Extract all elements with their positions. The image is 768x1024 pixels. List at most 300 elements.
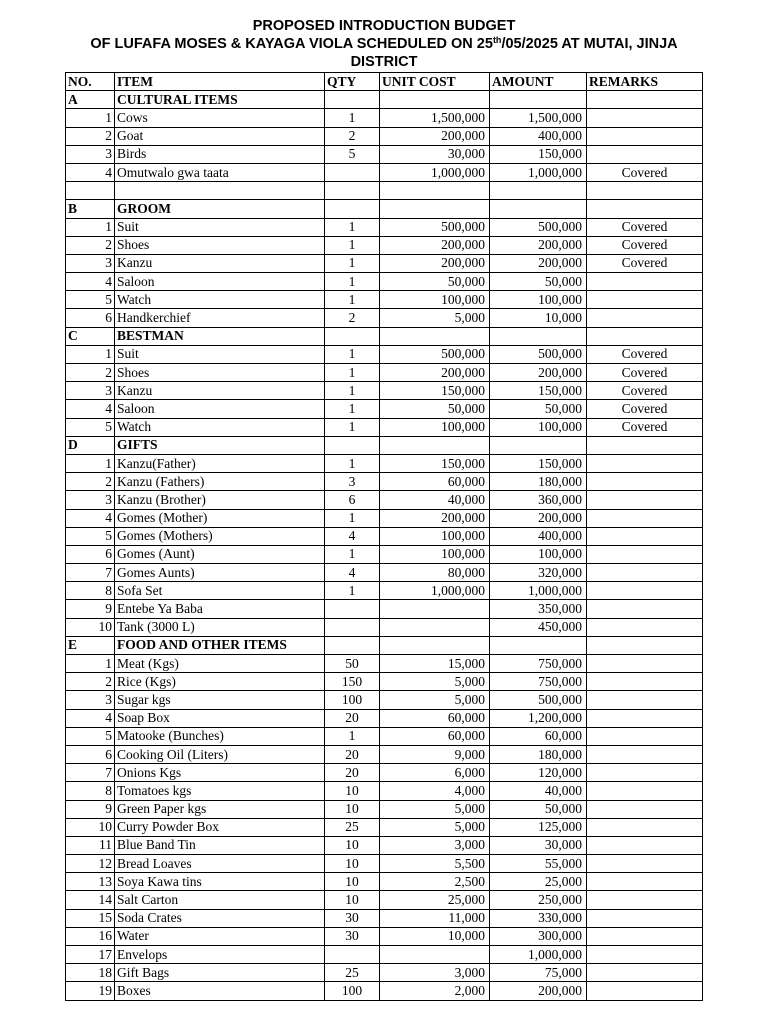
table-row — [66, 254, 703, 272]
blank-cell — [115, 182, 325, 200]
section-empty-cell — [380, 91, 490, 109]
item-unit-cost: 1,000,000 — [380, 582, 490, 600]
section-empty-cell — [587, 636, 703, 654]
item-remarks — [587, 127, 703, 145]
item-remarks: Covered — [587, 382, 703, 400]
table-row — [66, 982, 703, 1000]
section-empty-cell — [325, 91, 380, 109]
item-amount: 330,000 — [490, 909, 587, 927]
table-body — [66, 91, 703, 1000]
item-name: Soya Kawa tins — [115, 873, 325, 891]
section-empty-cell — [325, 327, 380, 345]
item-amount: 50,000 — [490, 273, 587, 291]
item-remarks — [587, 582, 703, 600]
subtitle-ordinal: th — [492, 35, 502, 45]
section-empty-cell — [325, 200, 380, 218]
item-unit-cost: 150,000 — [380, 382, 490, 400]
item-remarks — [587, 545, 703, 563]
item-remarks — [587, 618, 703, 636]
table-row — [66, 491, 703, 509]
item-unit-cost: 6,000 — [380, 764, 490, 782]
table-row — [66, 600, 703, 618]
item-qty — [325, 618, 380, 636]
item-qty: 10 — [325, 891, 380, 909]
item-number: 9 — [66, 600, 115, 618]
item-name: Salt Carton — [115, 891, 325, 909]
item-qty: 1 — [325, 236, 380, 254]
item-qty: 10 — [325, 836, 380, 854]
item-qty: 1 — [325, 364, 380, 382]
item-amount: 200,000 — [490, 236, 587, 254]
header-qty: QTY — [325, 73, 380, 91]
item-qty: 30 — [325, 927, 380, 945]
header-remarks: REMARKS — [587, 73, 703, 91]
table-row — [66, 655, 703, 673]
item-remarks — [587, 527, 703, 545]
item-qty: 10 — [325, 855, 380, 873]
subtitle-text: OF LUFAFA MOSES & KAYAGA VIOLA SCHEDULED ON 25 — [90, 36, 493, 52]
table-row — [66, 782, 703, 800]
item-qty: 25 — [325, 818, 380, 836]
section-empty-cell — [587, 91, 703, 109]
item-number: 4 — [66, 709, 115, 727]
section-title: GIFTS — [115, 436, 325, 454]
item-number: 11 — [66, 836, 115, 854]
table-row — [66, 564, 703, 582]
item-amount: 450,000 — [490, 618, 587, 636]
item-unit-cost — [380, 600, 490, 618]
item-remarks — [587, 454, 703, 472]
item-unit-cost: 2,000 — [380, 982, 490, 1000]
section-empty-cell — [380, 200, 490, 218]
item-name: Kanzu(Father) — [115, 454, 325, 472]
item-remarks — [587, 891, 703, 909]
item-number: 3 — [66, 491, 115, 509]
item-number: 6 — [66, 745, 115, 763]
header-amount: AMOUNT — [490, 73, 587, 91]
item-remarks: Covered — [587, 364, 703, 382]
item-unit-cost: 500,000 — [380, 345, 490, 363]
item-name: Cows — [115, 109, 325, 127]
table-row — [66, 163, 703, 181]
item-name: Kanzu (Brother) — [115, 491, 325, 509]
table-row — [66, 836, 703, 854]
document-subtitle-line3: DISTRICT — [350, 54, 418, 70]
item-amount: 350,000 — [490, 600, 587, 618]
section-empty-cell — [587, 200, 703, 218]
item-number: 4 — [66, 273, 115, 291]
item-qty: 4 — [325, 564, 380, 582]
item-qty: 1 — [325, 582, 380, 600]
table-row — [66, 946, 703, 964]
section-empty-cell — [490, 636, 587, 654]
item-number: 2 — [66, 673, 115, 691]
item-remarks — [587, 473, 703, 491]
section-row — [66, 91, 703, 109]
table-row — [66, 473, 703, 491]
item-unit-cost: 150,000 — [380, 454, 490, 472]
item-number: 14 — [66, 891, 115, 909]
section-title: FOOD AND OTHER ITEMS — [115, 636, 325, 654]
item-name: Gift Bags — [115, 964, 325, 982]
item-remarks — [587, 745, 703, 763]
item-unit-cost: 5,000 — [380, 691, 490, 709]
item-amount: 100,000 — [490, 291, 587, 309]
item-unit-cost: 100,000 — [380, 291, 490, 309]
table-row — [66, 291, 703, 309]
item-amount: 180,000 — [490, 745, 587, 763]
table-row — [66, 709, 703, 727]
item-amount: 250,000 — [490, 891, 587, 909]
item-amount: 360,000 — [490, 491, 587, 509]
item-remarks — [587, 273, 703, 291]
item-name: Gomes (Mother) — [115, 509, 325, 527]
item-unit-cost: 200,000 — [380, 127, 490, 145]
item-remarks — [587, 291, 703, 309]
item-name: Curry Powder Box — [115, 818, 325, 836]
item-amount: 100,000 — [490, 545, 587, 563]
document-subtitle — [0, 35, 768, 53]
document-title: PROPOSED INTRODUCTION BUDGET — [252, 18, 516, 34]
item-name: Soap Box — [115, 709, 325, 727]
item-unit-cost — [380, 618, 490, 636]
item-amount: 30,000 — [490, 836, 587, 854]
item-name: Saloon — [115, 400, 325, 418]
item-qty: 3 — [325, 473, 380, 491]
item-name: Handkerchief — [115, 309, 325, 327]
item-amount: 50,000 — [490, 800, 587, 818]
item-qty: 2 — [325, 127, 380, 145]
item-amount: 40,000 — [490, 782, 587, 800]
blank-cell — [587, 182, 703, 200]
item-qty: 1 — [325, 545, 380, 563]
item-remarks — [587, 873, 703, 891]
item-amount: 150,000 — [490, 145, 587, 163]
item-name: Shoes — [115, 236, 325, 254]
item-name: Saloon — [115, 273, 325, 291]
item-qty: 1 — [325, 345, 380, 363]
item-unit-cost: 100,000 — [380, 527, 490, 545]
table-row — [66, 364, 703, 382]
table-row — [66, 582, 703, 600]
item-name: Water — [115, 927, 325, 945]
item-amount: 500,000 — [490, 691, 587, 709]
item-number: 7 — [66, 764, 115, 782]
section-title: GROOM — [115, 200, 325, 218]
section-row — [66, 327, 703, 345]
table-row — [66, 382, 703, 400]
item-number: 16 — [66, 927, 115, 945]
item-name: Cooking Oil (Liters) — [115, 745, 325, 763]
item-unit-cost: 50,000 — [380, 400, 490, 418]
item-qty: 25 — [325, 964, 380, 982]
item-unit-cost: 25,000 — [380, 891, 490, 909]
section-empty-cell — [587, 327, 703, 345]
item-remarks: Covered — [587, 236, 703, 254]
item-unit-cost: 10,000 — [380, 927, 490, 945]
item-remarks — [587, 764, 703, 782]
table-row — [66, 727, 703, 745]
item-name: Tomatoes kgs — [115, 782, 325, 800]
item-number: 10 — [66, 818, 115, 836]
item-amount: 125,000 — [490, 818, 587, 836]
item-remarks — [587, 673, 703, 691]
item-number: 3 — [66, 382, 115, 400]
item-unit-cost: 60,000 — [380, 709, 490, 727]
item-remarks — [587, 782, 703, 800]
item-number: 10 — [66, 618, 115, 636]
item-qty: 1 — [325, 418, 380, 436]
blank-cell — [66, 182, 115, 200]
item-qty: 2 — [325, 309, 380, 327]
item-name: Shoes — [115, 364, 325, 382]
item-qty: 150 — [325, 673, 380, 691]
item-name: Kanzu — [115, 382, 325, 400]
item-qty: 1 — [325, 727, 380, 745]
item-remarks: Covered — [587, 345, 703, 363]
table-row — [66, 345, 703, 363]
section-empty-cell — [587, 436, 703, 454]
table-row — [66, 145, 703, 163]
table-row — [66, 454, 703, 472]
table-row — [66, 309, 703, 327]
item-amount: 55,000 — [490, 855, 587, 873]
item-unit-cost: 5,500 — [380, 855, 490, 873]
item-unit-cost: 1,000,000 — [380, 163, 490, 181]
item-name: Omutwalo gwa taata — [115, 163, 325, 181]
table-row — [66, 691, 703, 709]
section-row — [66, 436, 703, 454]
table-row — [66, 927, 703, 945]
table-row — [66, 127, 703, 145]
item-amount: 200,000 — [490, 509, 587, 527]
item-amount: 150,000 — [490, 382, 587, 400]
section-row — [66, 200, 703, 218]
item-amount: 150,000 — [490, 454, 587, 472]
item-amount: 60,000 — [490, 727, 587, 745]
item-number: 5 — [66, 291, 115, 309]
section-empty-cell — [490, 200, 587, 218]
item-amount: 10,000 — [490, 309, 587, 327]
table-row — [66, 545, 703, 563]
item-number: 6 — [66, 545, 115, 563]
item-remarks — [587, 655, 703, 673]
section-letter: C — [66, 327, 115, 345]
table-row — [66, 800, 703, 818]
item-amount: 500,000 — [490, 345, 587, 363]
item-amount: 500,000 — [490, 218, 587, 236]
item-name: Onions Kgs — [115, 764, 325, 782]
item-name: Entebe Ya Baba — [115, 600, 325, 618]
item-amount: 1,000,000 — [490, 163, 587, 181]
item-qty: 30 — [325, 909, 380, 927]
table-row — [66, 218, 703, 236]
item-number: 3 — [66, 145, 115, 163]
item-amount: 200,000 — [490, 364, 587, 382]
item-number: 8 — [66, 582, 115, 600]
item-name: Envelops — [115, 946, 325, 964]
item-name: Bread Loaves — [115, 855, 325, 873]
item-number: 1 — [66, 218, 115, 236]
item-number: 3 — [66, 254, 115, 272]
item-remarks — [587, 836, 703, 854]
budget-table — [65, 72, 703, 1001]
item-qty: 1 — [325, 218, 380, 236]
item-name: Green Paper kgs — [115, 800, 325, 818]
item-unit-cost: 60,000 — [380, 727, 490, 745]
item-name: Goat — [115, 127, 325, 145]
item-unit-cost: 5,000 — [380, 818, 490, 836]
item-qty — [325, 600, 380, 618]
item-number: 7 — [66, 564, 115, 582]
item-unit-cost: 3,000 — [380, 836, 490, 854]
item-remarks — [587, 727, 703, 745]
item-unit-cost — [380, 946, 490, 964]
header-no: NO. — [66, 73, 115, 91]
item-number: 12 — [66, 855, 115, 873]
item-remarks: Covered — [587, 218, 703, 236]
item-amount: 120,000 — [490, 764, 587, 782]
item-name: Gomes (Mothers) — [115, 527, 325, 545]
item-amount: 50,000 — [490, 400, 587, 418]
item-amount: 400,000 — [490, 127, 587, 145]
table-row — [66, 818, 703, 836]
item-unit-cost: 5,000 — [380, 800, 490, 818]
item-unit-cost: 40,000 — [380, 491, 490, 509]
header-unit-cost: UNIT COST — [380, 73, 490, 91]
item-number: 15 — [66, 909, 115, 927]
item-qty: 6 — [325, 491, 380, 509]
item-qty: 20 — [325, 709, 380, 727]
item-amount: 1,000,000 — [490, 946, 587, 964]
item-qty: 1 — [325, 109, 380, 127]
item-remarks — [587, 109, 703, 127]
item-qty: 10 — [325, 782, 380, 800]
item-unit-cost: 200,000 — [380, 236, 490, 254]
subtitle-date-location: /05/2025 AT MUTAI, JINJA — [501, 36, 678, 52]
item-amount: 100,000 — [490, 418, 587, 436]
item-amount: 750,000 — [490, 673, 587, 691]
item-qty — [325, 163, 380, 181]
item-name: Birds — [115, 145, 325, 163]
item-unit-cost: 30,000 — [380, 145, 490, 163]
item-remarks — [587, 927, 703, 945]
table-row — [66, 273, 703, 291]
item-number: 2 — [66, 473, 115, 491]
item-amount: 1,000,000 — [490, 582, 587, 600]
item-name: Meat (Kgs) — [115, 655, 325, 673]
table-row — [66, 964, 703, 982]
item-number: 4 — [66, 509, 115, 527]
item-name: Sofa Set — [115, 582, 325, 600]
table-header-row — [66, 73, 703, 91]
table-row — [66, 891, 703, 909]
item-remarks — [587, 800, 703, 818]
item-remarks — [587, 309, 703, 327]
item-qty: 1 — [325, 254, 380, 272]
item-number: 17 — [66, 946, 115, 964]
section-title: CULTURAL ITEMS — [115, 91, 325, 109]
item-unit-cost: 80,000 — [380, 564, 490, 582]
item-unit-cost: 5,000 — [380, 673, 490, 691]
item-number: 3 — [66, 691, 115, 709]
item-qty: 1 — [325, 382, 380, 400]
item-remarks — [587, 855, 703, 873]
item-name: Kanzu — [115, 254, 325, 272]
item-unit-cost: 2,500 — [380, 873, 490, 891]
section-empty-cell — [380, 327, 490, 345]
item-qty: 1 — [325, 509, 380, 527]
item-unit-cost: 50,000 — [380, 273, 490, 291]
item-unit-cost: 100,000 — [380, 545, 490, 563]
item-amount: 1,500,000 — [490, 109, 587, 127]
item-remarks — [587, 709, 703, 727]
item-remarks — [587, 946, 703, 964]
section-letter: B — [66, 200, 115, 218]
item-qty: 5 — [325, 145, 380, 163]
item-name: Gomes Aunts) — [115, 564, 325, 582]
item-number: 4 — [66, 163, 115, 181]
item-qty: 10 — [325, 873, 380, 891]
item-name: Suit — [115, 218, 325, 236]
item-amount: 400,000 — [490, 527, 587, 545]
item-number: 5 — [66, 527, 115, 545]
item-remarks — [587, 982, 703, 1000]
item-number: 19 — [66, 982, 115, 1000]
item-unit-cost: 200,000 — [380, 509, 490, 527]
item-qty: 20 — [325, 745, 380, 763]
item-amount: 1,200,000 — [490, 709, 587, 727]
section-empty-cell — [490, 327, 587, 345]
table-row — [66, 236, 703, 254]
item-remarks — [587, 600, 703, 618]
item-amount: 200,000 — [490, 254, 587, 272]
item-name: Sugar kgs — [115, 691, 325, 709]
section-letter: E — [66, 636, 115, 654]
item-number: 2 — [66, 236, 115, 254]
table-row — [66, 618, 703, 636]
table-row — [66, 909, 703, 927]
item-unit-cost: 4,000 — [380, 782, 490, 800]
item-qty — [325, 946, 380, 964]
item-qty: 1 — [325, 454, 380, 472]
item-unit-cost: 1,500,000 — [380, 109, 490, 127]
section-empty-cell — [325, 436, 380, 454]
item-qty: 50 — [325, 655, 380, 673]
table-row — [66, 673, 703, 691]
item-name: Boxes — [115, 982, 325, 1000]
item-number: 5 — [66, 418, 115, 436]
item-remarks — [587, 564, 703, 582]
item-number: 2 — [66, 127, 115, 145]
item-number: 1 — [66, 109, 115, 127]
item-number: 1 — [66, 454, 115, 472]
item-number: 18 — [66, 964, 115, 982]
item-qty: 4 — [325, 527, 380, 545]
blank-cell — [380, 182, 490, 200]
section-title: BESTMAN — [115, 327, 325, 345]
item-qty: 1 — [325, 291, 380, 309]
section-empty-cell — [380, 436, 490, 454]
section-row — [66, 636, 703, 654]
table-row — [66, 745, 703, 763]
item-unit-cost: 5,000 — [380, 309, 490, 327]
item-name: Watch — [115, 291, 325, 309]
item-name: Kanzu (Fathers) — [115, 473, 325, 491]
item-number: 6 — [66, 309, 115, 327]
item-qty: 100 — [325, 691, 380, 709]
item-qty: 10 — [325, 800, 380, 818]
